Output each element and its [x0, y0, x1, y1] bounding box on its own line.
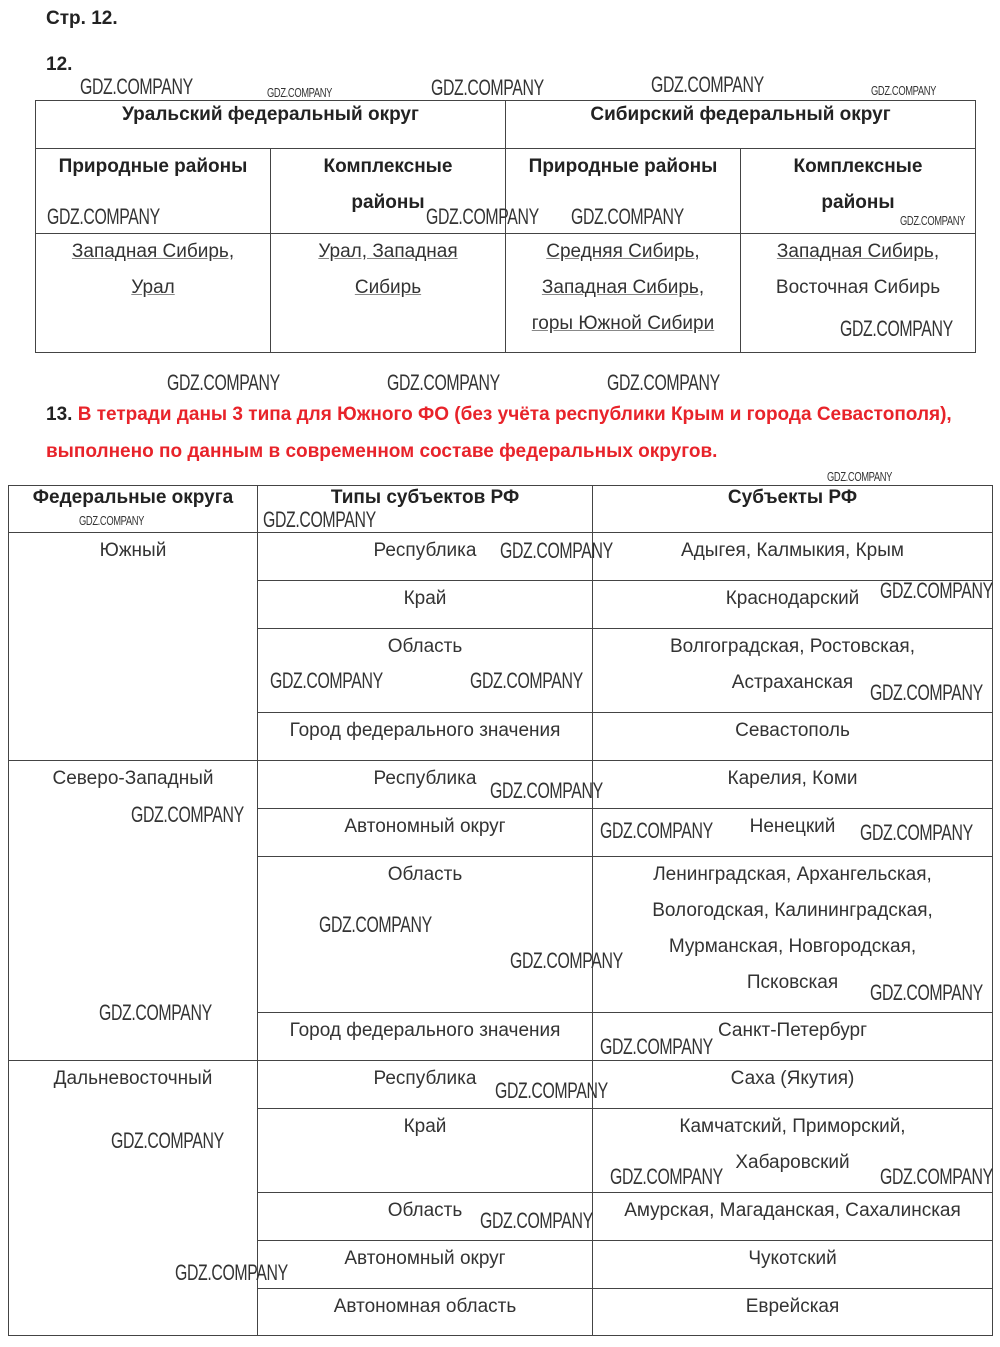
- subjects: Карелия, Коми: [593, 761, 993, 809]
- cell-line: Сибирь: [354, 277, 422, 298]
- cell-line: горы Южной Сибири: [531, 313, 715, 334]
- watermark: GDZ.COMPANY: [610, 1164, 723, 1189]
- subject-type: Автономная область: [258, 1289, 593, 1336]
- watermark: GDZ.COMPANY: [500, 538, 613, 563]
- watermark: GDZ.COMPANY: [431, 75, 544, 100]
- subjects: Санкт-Петербург: [593, 1013, 993, 1061]
- subjects: Краснодарский: [593, 581, 993, 629]
- subjects: Ленинградская, Архангельская, Вологодская, Калининградская, Мурманская, Новгородская, Псковская: [593, 857, 993, 1013]
- watermark: GDZ.COMPANY: [880, 578, 993, 603]
- task-13-table: [8, 485, 993, 1336]
- column-header: Субъекты РФ: [593, 486, 993, 533]
- watermark: GDZ.COMPANY: [167, 370, 280, 395]
- task-13-note-text: В тетради даны 3 типа для Южного ФО (без учёта республики Крым и города Севастополя), выполнено по данным в современном составе федеральных округов.: [46, 404, 952, 462]
- cell-line: Западная Сибирь,: [776, 241, 940, 262]
- subjects: Севастополь: [593, 713, 993, 761]
- watermark: GDZ.COMPANY: [870, 680, 983, 705]
- subheader: Комплексные районы: [741, 149, 976, 234]
- subject-type: Область: [258, 1193, 593, 1241]
- subject-type: Край: [258, 581, 593, 629]
- subject-type: Автономный округ: [258, 1241, 593, 1289]
- subjects: Ненецкий: [593, 809, 993, 857]
- watermark: GDZ.COMPANY: [47, 204, 160, 229]
- watermark: GDZ.COMPANY: [426, 204, 539, 229]
- task-13-number: 13.: [46, 404, 73, 425]
- cell-line: Восточная Сибирь: [775, 277, 941, 298]
- district-name: Южный: [9, 533, 258, 761]
- page-label: Стр. 12.: [46, 8, 118, 29]
- subjects: Чукотский: [593, 1241, 993, 1289]
- watermark: GDZ.COMPANY: [510, 948, 623, 973]
- watermark: GDZ.COMPANY: [607, 370, 720, 395]
- subject-type: Город федерального значения: [258, 713, 593, 761]
- subjects: Еврейская: [593, 1289, 993, 1336]
- watermark: GDZ.COMPANY: [480, 1208, 593, 1233]
- watermark: GDZ.COMPANY: [111, 1128, 224, 1153]
- subheader: Природные районы: [506, 149, 741, 234]
- subjects: Адыгея, Калмыкия, Крым: [593, 533, 993, 581]
- watermark: GDZ.COMPANY: [880, 1164, 993, 1189]
- subjects: Амурская, Магаданская, Сахалинская: [593, 1193, 993, 1241]
- watermark: GDZ.COMPANY: [131, 802, 244, 827]
- subject-type: Республика: [258, 1061, 593, 1109]
- subjects: Саха (Якутия): [593, 1061, 993, 1109]
- cell-line: Урал, Западная: [318, 241, 458, 262]
- header-siberia: Сибирский федеральный округ: [506, 101, 976, 149]
- watermark: GDZ.COMPANY: [651, 72, 764, 97]
- watermark: GDZ.COMPANY: [470, 668, 583, 693]
- cell-line: Урал: [131, 277, 175, 298]
- subjects: Волгоградская, Ростовская, Астраханская: [593, 629, 993, 713]
- subject-type: Край: [258, 1109, 593, 1193]
- task-12-table: [35, 100, 976, 353]
- column-header: Федеральные округа: [9, 486, 258, 533]
- header-ural: Уральский федеральный округ: [36, 101, 506, 149]
- subject-type: Республика: [258, 533, 593, 581]
- task-13-note: [46, 396, 966, 470]
- watermark: GDZ.COMPANY: [495, 1078, 608, 1103]
- watermark: GDZ.COMPANY: [79, 513, 145, 528]
- watermark: GDZ.COMPANY: [267, 85, 333, 100]
- watermark: GDZ.COMPANY: [80, 74, 193, 99]
- subject-type: Область: [258, 857, 593, 1013]
- task-12-number: 12.: [46, 54, 73, 75]
- watermark: GDZ.COMPANY: [490, 778, 603, 803]
- column-header: Типы субъектов РФ: [258, 486, 593, 533]
- watermark: GDZ.COMPANY: [600, 818, 713, 843]
- watermark: GDZ.COMPANY: [860, 820, 973, 845]
- watermark: GDZ.COMPANY: [600, 1034, 713, 1059]
- subheader: Комплексные районы: [271, 149, 506, 234]
- cell-line: Средняя Сибирь,: [546, 241, 700, 262]
- watermark: GDZ.COMPANY: [571, 204, 684, 229]
- subject-type: Республика: [258, 761, 593, 809]
- subject-type: Автономный округ: [258, 809, 593, 857]
- cell-line: Западная Сибирь,: [71, 241, 235, 262]
- subheader: Природные районы: [36, 149, 271, 234]
- subjects: Камчатский, Приморский, Хабаровский: [593, 1109, 993, 1193]
- cell-line: Западная Сибирь,: [541, 277, 705, 298]
- watermark: GDZ.COMPANY: [99, 1000, 212, 1025]
- watermark: GDZ.COMPANY: [840, 316, 953, 341]
- district-name: Северо-Западный: [9, 761, 258, 1061]
- watermark: GDZ.COMPANY: [270, 668, 383, 693]
- watermark: GDZ.COMPANY: [900, 213, 966, 228]
- subject-type: Область: [258, 629, 593, 713]
- watermark: GDZ.COMPANY: [871, 83, 937, 98]
- watermark: GDZ.COMPANY: [175, 1260, 288, 1285]
- watermark: GDZ.COMPANY: [870, 980, 983, 1005]
- watermark: GDZ.COMPANY: [319, 912, 432, 937]
- watermark: GDZ.COMPANY: [263, 507, 376, 532]
- district-name: Дальневосточный: [9, 1061, 258, 1336]
- watermark: GDZ.COMPANY: [827, 469, 893, 484]
- subject-type: Город федерального значения: [258, 1013, 593, 1061]
- watermark: GDZ.COMPANY: [387, 370, 500, 395]
